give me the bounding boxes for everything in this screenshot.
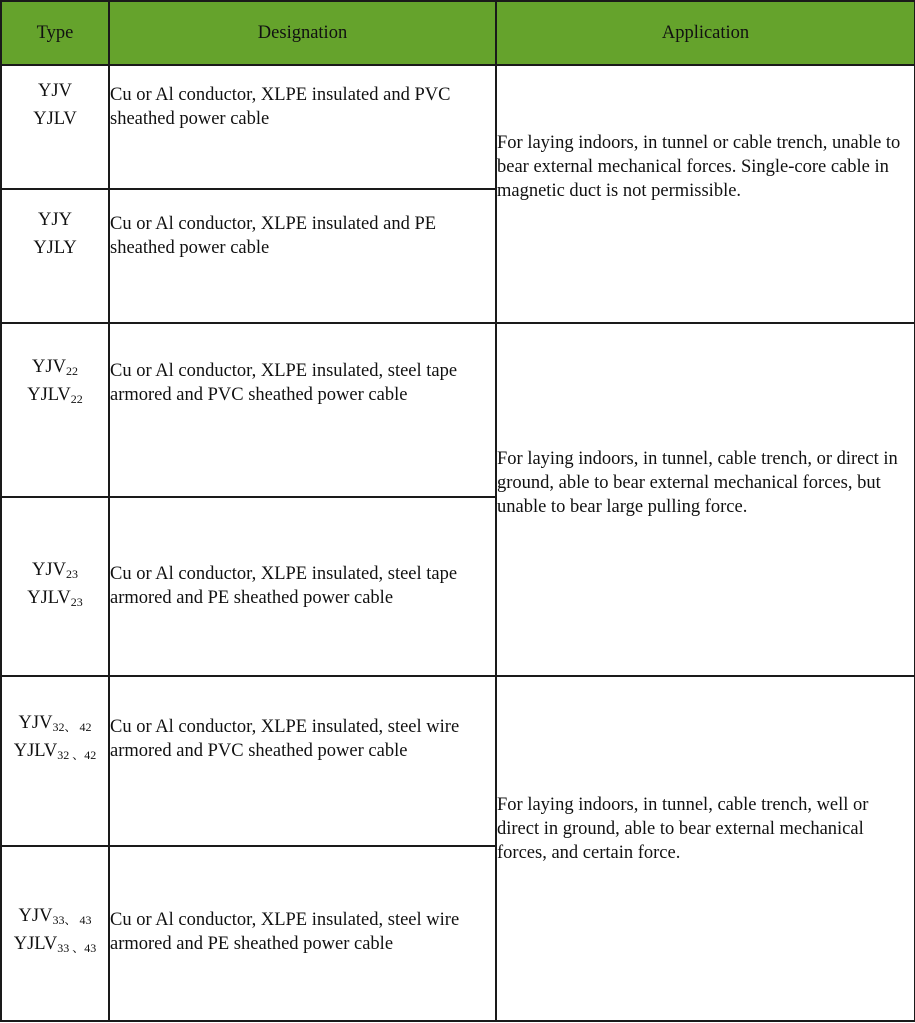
designation-text: Cu or Al conductor, XLPE insulated and PVC sheathed power cable xyxy=(110,85,451,130)
type-code: YJLV xyxy=(33,109,77,130)
header-type: Type xyxy=(1,1,109,65)
type-cell xyxy=(1,65,109,189)
type-code: YJLV xyxy=(13,934,58,955)
designation-cell xyxy=(109,189,496,322)
designation-text: Cu or Al conductor, XLPE insulated and PE sheathed power cable xyxy=(110,213,437,258)
type-cell xyxy=(1,323,109,497)
type-code: YJV xyxy=(18,712,53,733)
type-subscript: 22 xyxy=(70,391,83,406)
type-code: YJLV xyxy=(27,587,71,608)
application-cell xyxy=(496,65,915,323)
type-cell xyxy=(1,189,109,322)
type-subscript: 32 、42 xyxy=(57,747,97,762)
designation-text: Cu or Al conductor, XLPE insulated, steel tape armored and PVC sheathed power cable xyxy=(110,360,458,405)
type-code: YJV xyxy=(32,559,66,580)
designation-cell xyxy=(109,65,496,189)
designation-text: Cu or Al conductor, XLPE insulated, steel wire armored and PVC sheathed power cable xyxy=(110,716,460,761)
type-code: YJLV xyxy=(13,740,58,761)
type-subscript: 32、 42 xyxy=(52,719,92,734)
application-text: For laying indoors, in tunnel, cable trench, or direct in ground, able to bear external mechanical forces, but unable to bear large pulling force. xyxy=(497,449,898,518)
designation-cell xyxy=(109,676,496,845)
designation-cell xyxy=(109,497,496,676)
designation-cell xyxy=(109,323,496,497)
application-text: For laying indoors, in tunnel or cable trench, unable to bear external mechanical forces. Single-core cable in magnetic duct is not permissible. xyxy=(497,132,901,201)
type-subscript: 23 xyxy=(65,566,78,581)
designation-text: Cu or Al conductor, XLPE insulated, steel wire armored and PE sheathed power cable xyxy=(110,910,460,955)
table-row xyxy=(1,65,915,189)
type-cell xyxy=(1,676,109,845)
type-subscript: 33、 43 xyxy=(52,913,92,928)
type-code: YJY xyxy=(38,209,72,230)
type-subscript: 22 xyxy=(65,363,78,378)
type-code: YJLV xyxy=(27,384,71,405)
application-text: For laying indoors, in tunnel, cable trench, well or direct in ground, able to bear external mechanical forces, and certain force. xyxy=(497,794,869,863)
type-code: YJLY xyxy=(33,237,77,258)
type-cell xyxy=(1,497,109,676)
designation-text: Cu or Al conductor, XLPE insulated, steel tape armored and PE sheathed power cable xyxy=(110,563,458,608)
application-cell xyxy=(496,676,915,1021)
header-row xyxy=(1,1,915,65)
header-application: Application xyxy=(496,1,915,65)
header-designation: Designation xyxy=(109,1,496,65)
designation-cell xyxy=(109,846,496,1021)
type-code: YJV xyxy=(18,906,53,927)
table-row xyxy=(1,323,915,497)
application-cell xyxy=(496,323,915,677)
type-code: YJV xyxy=(32,356,66,377)
type-subscript: 33 、43 xyxy=(57,941,97,956)
type-code: YJV xyxy=(38,81,72,102)
table-row xyxy=(1,676,915,845)
type-cell xyxy=(1,846,109,1021)
type-subscript: 23 xyxy=(70,594,83,609)
